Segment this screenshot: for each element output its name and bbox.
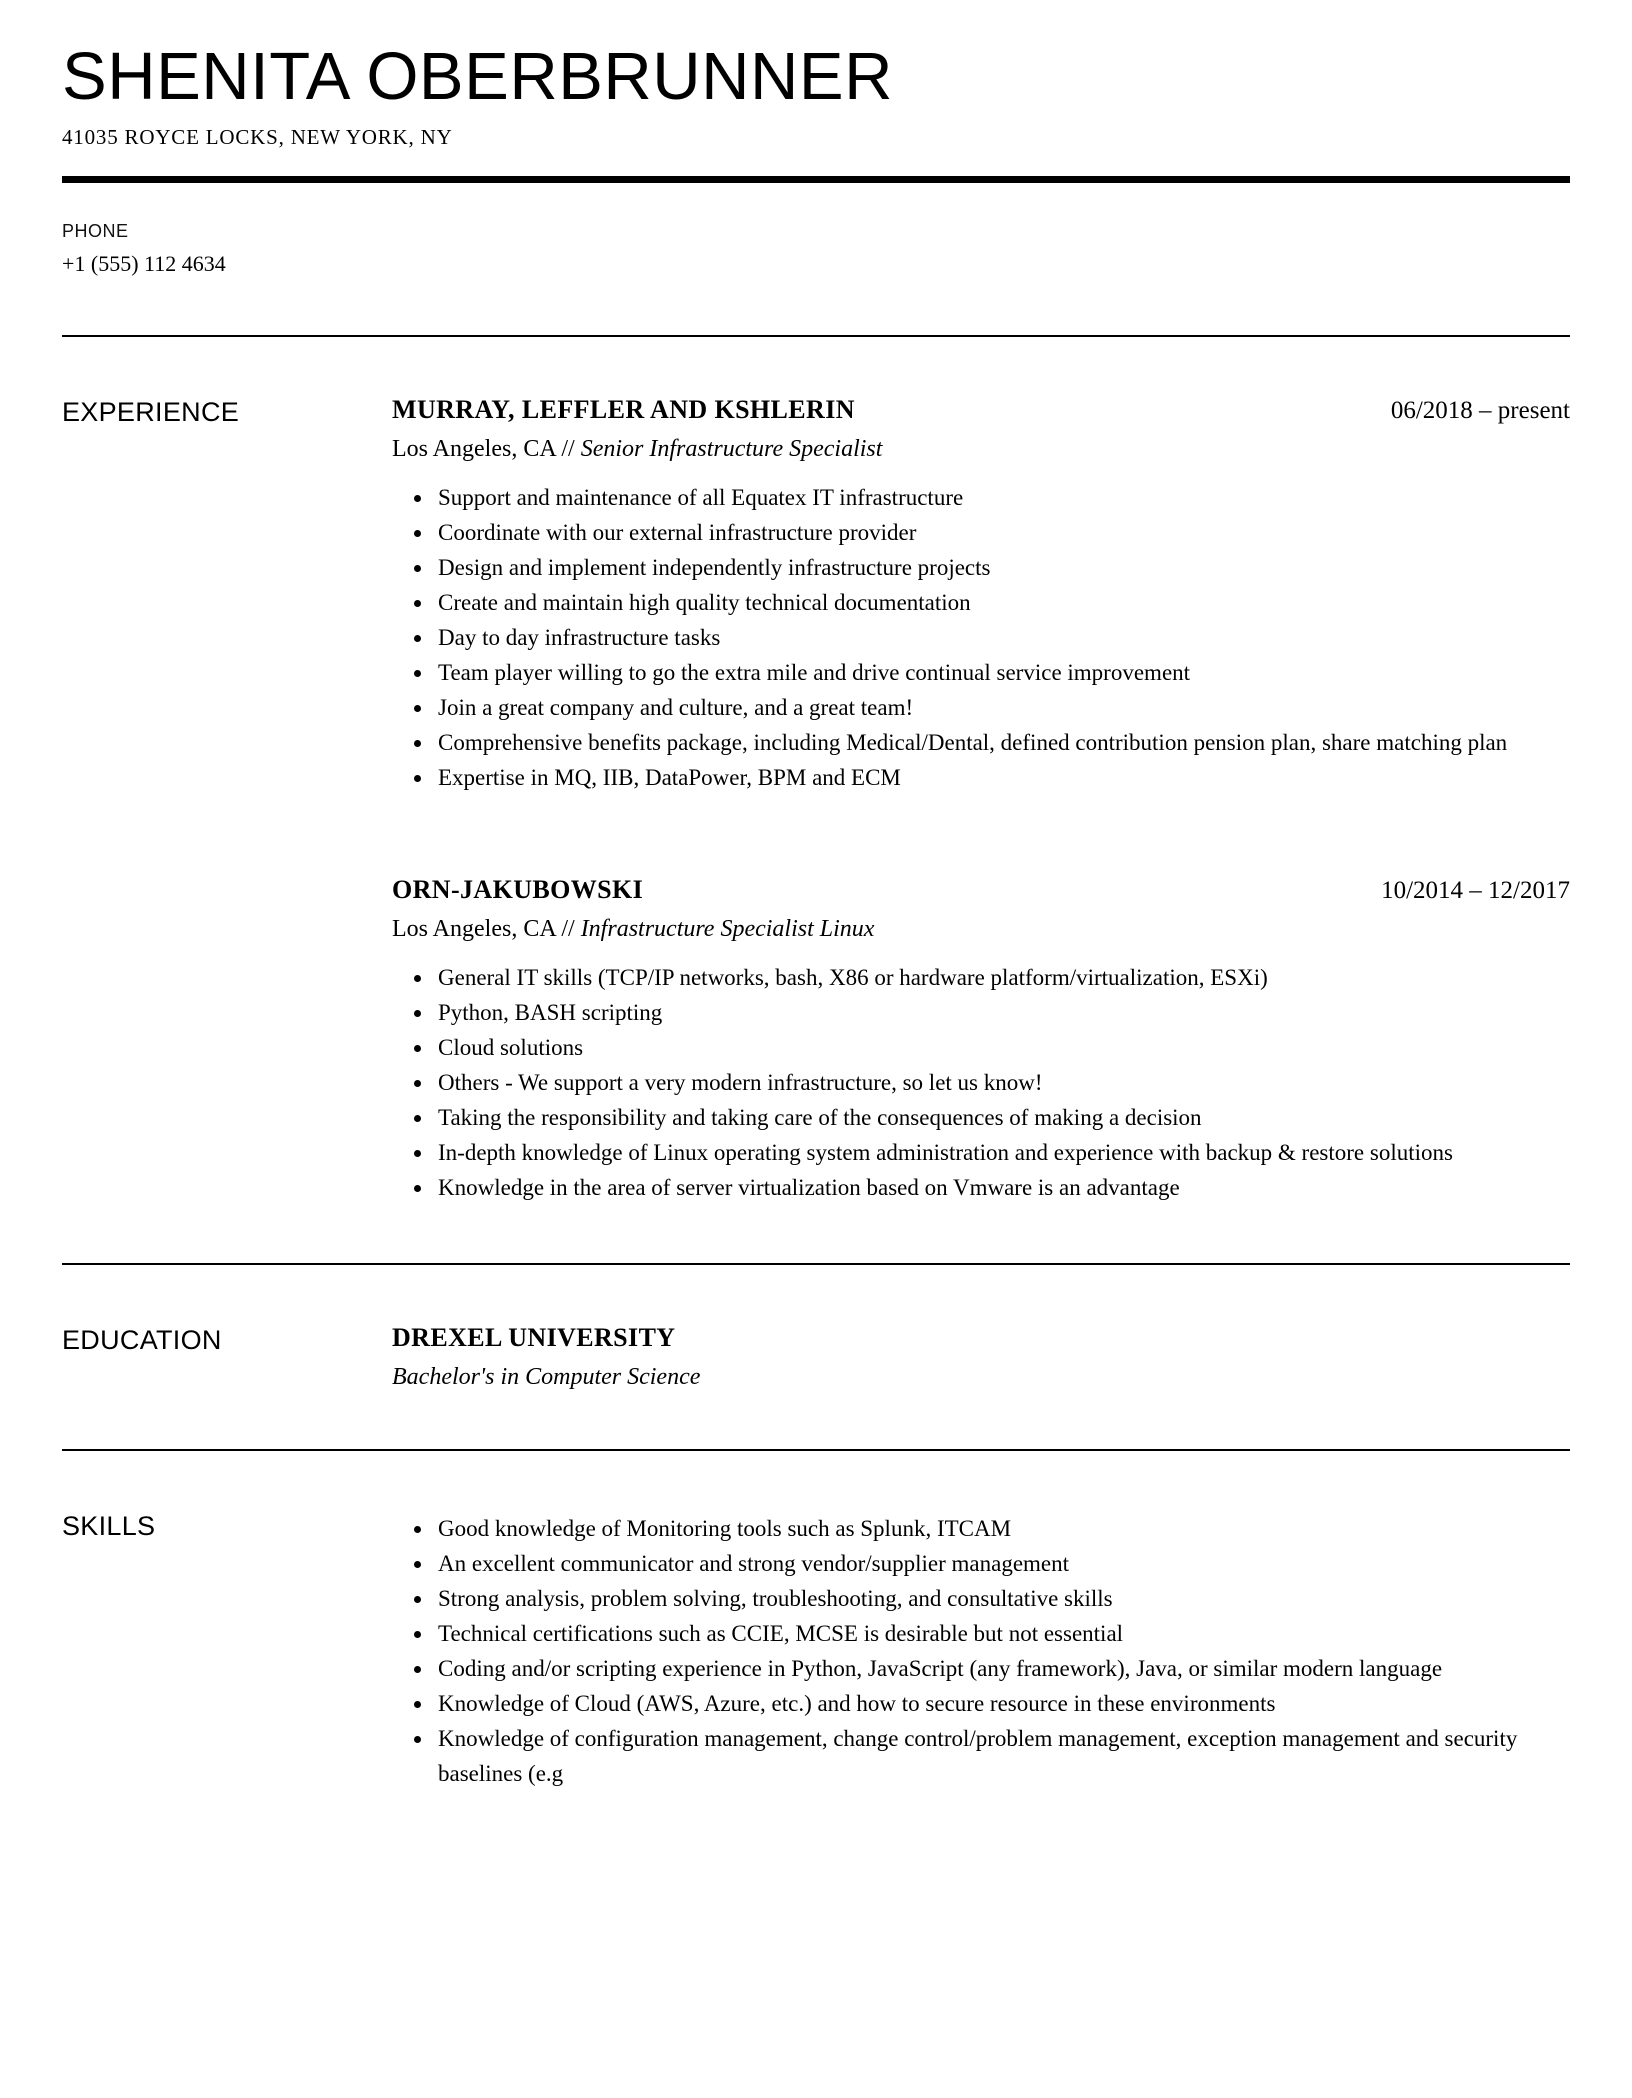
person-name: SHENITA OBERBRUNNER [62, 39, 894, 114]
contact-block [62, 221, 1570, 277]
job-title: Senior Infrastructure Specialist [580, 436, 883, 463]
bullet-item: • Knowledge in the area of server virtualization based on Vmware is an advantage [434, 1170, 1570, 1205]
job-location: Los Angeles, CA [392, 436, 556, 463]
bullet-item: • Join a great company and culture, and a great team! [434, 690, 1570, 725]
job-header [392, 395, 1570, 425]
job-header [392, 875, 1570, 905]
section-divider [62, 335, 1570, 337]
phone-label: PHONE [62, 221, 129, 242]
bullet-item: • Knowledge of configuration management, change control/problem management, exception management and security baselines (e.g [434, 1721, 1570, 1791]
education-body [392, 1323, 1570, 1391]
bullet-item: • Create and maintain high quality technical documentation [434, 585, 1570, 620]
bullet-item: • Comprehensive benefits package, including Medical/Dental, defined contribution pension plan, share matching plan [434, 725, 1570, 760]
section-divider [62, 1263, 1570, 1265]
bullet-item: • Expertise in MQ, IIB, DataPower, BPM and ECM [434, 760, 1570, 795]
bullet-item: • General IT skills (TCP/IP networks, bash, X86 or hardware platform/virtualization, ESXi) [434, 960, 1570, 995]
bullet-list [392, 1511, 1570, 1791]
school-name: DREXEL UNIVERSITY [392, 1323, 676, 1353]
job-dates: 06/2018 – present [1390, 397, 1570, 425]
skills-label: SKILLS [62, 1511, 156, 1542]
bullet-item: • Coding and/or scripting experience in Python, JavaScript (any framework), Java, or similar modern language [434, 1651, 1570, 1686]
experience-jobs [392, 395, 1570, 1205]
skills-section [62, 1509, 1570, 1791]
bullet-list [392, 960, 1570, 1205]
person-address: 41035 ROYCE LOCKS, NEW YORK, NY [62, 125, 453, 150]
education-section [62, 1323, 1570, 1391]
job-entry [392, 875, 1570, 1205]
header-divider [62, 176, 1570, 183]
bullet-item: • Cloud solutions [434, 1030, 1570, 1065]
bullet-item: • Knowledge of Cloud (AWS, Azure, etc.) and how to secure resource in these environments [434, 1686, 1570, 1721]
bullet-item: • Support and maintenance of all Equatex IT infrastructure [434, 480, 1570, 515]
bullet-item: • Good knowledge of Monitoring tools such as Splunk, ITCAM [434, 1511, 1570, 1546]
bullet-item: • Design and implement independently infrastructure projects [434, 550, 1570, 585]
bullet-list [392, 480, 1570, 795]
school-entry [392, 1323, 1570, 1391]
experience-section [62, 395, 1570, 1205]
job-entry [392, 395, 1570, 795]
section-divider [62, 1449, 1570, 1451]
job-dates: 10/2014 – 12/2017 [1381, 877, 1570, 905]
education-label: EDUCATION [62, 1325, 222, 1356]
job-separator: // [555, 436, 581, 463]
school-degree: Bachelor's in Computer Science [392, 1364, 701, 1391]
job-subtitle [392, 436, 1570, 463]
experience-label: EXPERIENCE [62, 397, 240, 428]
bullet-item: • Coordinate with our external infrastructure provider [434, 515, 1570, 550]
job-title: Infrastructure Specialist Linux [580, 916, 875, 943]
bullet-item: • Taking the responsibility and taking care of the consequences of making a decision [434, 1100, 1570, 1135]
bullet-item: • Team player willing to go the extra mile and drive continual service improvement [434, 655, 1570, 690]
phone-value: +1 (555) 112 4634 [62, 251, 226, 277]
skills-body [392, 1509, 1570, 1791]
job-company: MURRAY, LEFFLER AND KSHLERIN [392, 395, 855, 425]
job-subtitle [392, 916, 1570, 943]
job-company: ORN-JAKUBOWSKI [392, 875, 644, 905]
bullet-item: • Others - We support a very modern infrastructure, so let us know! [434, 1065, 1570, 1100]
job-location: Los Angeles, CA [392, 916, 556, 943]
bullet-item: • In-depth knowledge of Linux operating system administration and experience with backup & restore solutions [434, 1135, 1570, 1170]
bullet-item: • Strong analysis, problem solving, troubleshooting, and consultative skills [434, 1581, 1570, 1616]
bullet-item: • Technical certifications such as CCIE, MCSE is desirable but not essential [434, 1616, 1570, 1651]
bullet-item: • An excellent communicator and strong vendor/supplier management [434, 1546, 1570, 1581]
bullet-item: • Day to day infrastructure tasks [434, 620, 1570, 655]
job-separator: // [555, 916, 581, 943]
bullet-item: • Python, BASH scripting [434, 995, 1570, 1030]
